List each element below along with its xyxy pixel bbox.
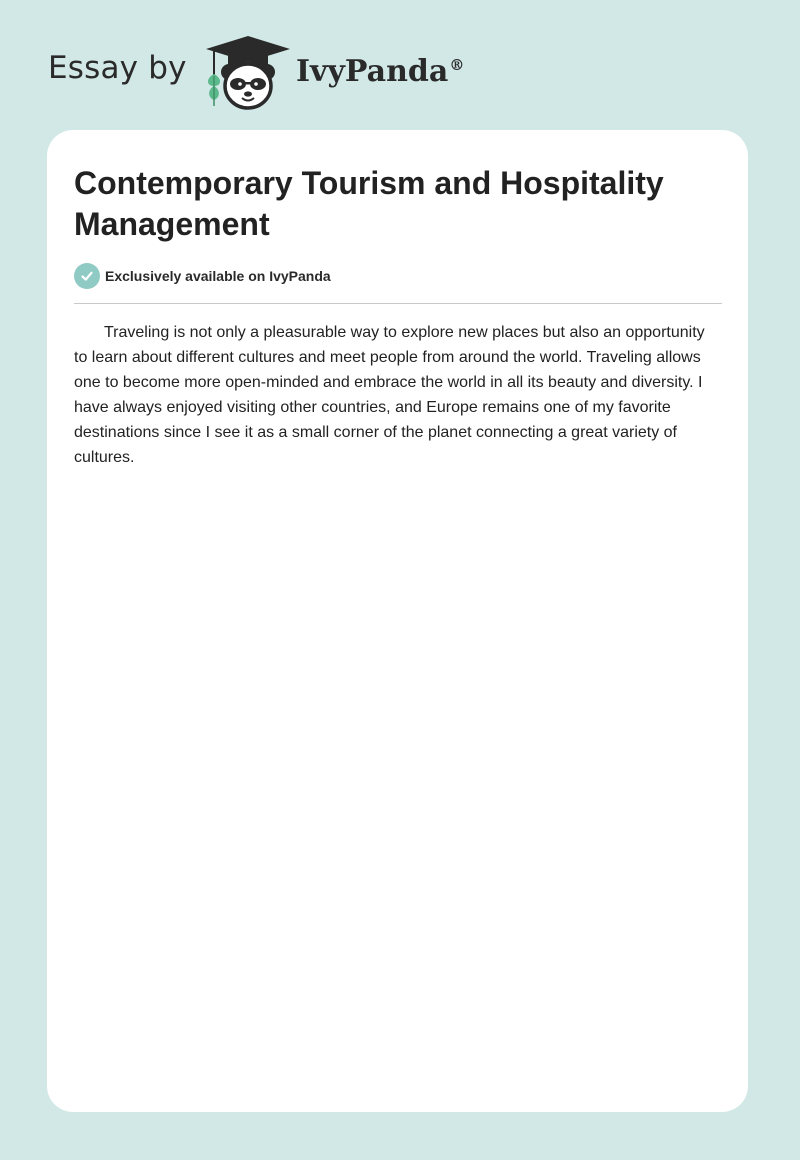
exclusive-badge-text: Exclusively available on IvyPanda bbox=[105, 268, 331, 284]
site-header bbox=[48, 30, 508, 112]
title-divider bbox=[74, 303, 722, 304]
essay-title: Contemporary Tourism and Hospitality Management bbox=[74, 165, 664, 242]
panda-graduate-logo-icon[interactable] bbox=[202, 34, 294, 112]
brand-name-text: IvyPanda bbox=[296, 54, 449, 89]
essay-by-label: Essay by bbox=[48, 50, 187, 86]
exclusive-badge bbox=[74, 263, 331, 289]
essay-paragraph: Traveling is not only a pleasurable way to explore new places but also an opportunity to learn about different cultures and meet people from around the world. Traveling allows one to become more open-minded and embrace the world in all its beauty and diversity. I have always enjoyed visiting other countries, and Europe remains one of my favorite destinations since I see it as a small corner of the planet connecting a great variety of cultures. bbox=[74, 324, 705, 466]
brand-name[interactable] bbox=[296, 54, 464, 89]
check-circle-icon bbox=[74, 263, 100, 289]
registered-mark: ® bbox=[449, 56, 465, 74]
essay-card bbox=[47, 130, 748, 1112]
